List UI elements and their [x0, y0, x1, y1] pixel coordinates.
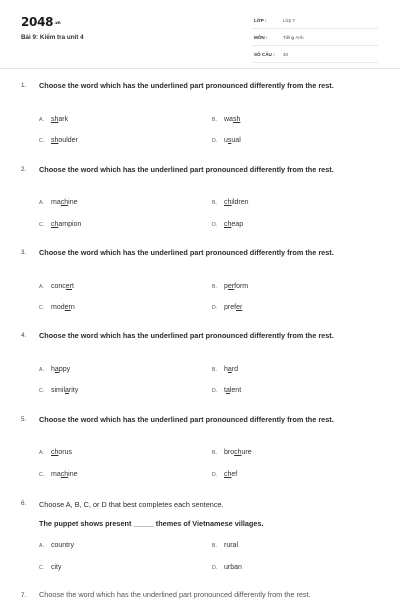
question-text: Choose the word which has the underlined part pronounced differently from the rest. — [39, 165, 334, 174]
question-number: 1. — [21, 82, 27, 89]
question-sentence: The puppet shows present _____ themes of Vietnamese villages. — [39, 519, 264, 528]
option-c[interactable]: C. machine — [39, 471, 78, 478]
worksheet-header — [0, 0, 400, 66]
option-c[interactable]: C. modern — [39, 304, 75, 311]
question-text: Choose the word which has the underlined part pronounced differently from the rest. — [39, 248, 334, 257]
question-text: Choose the word which has the underlined part pronounced differently from the rest. — [39, 331, 334, 340]
option-d[interactable]: D. cheap — [212, 221, 244, 228]
question-text: Choose the word which has the underlined part pronounced differently from the rest. — [39, 415, 334, 424]
option-d[interactable]: D. usual — [212, 137, 241, 144]
option-b[interactable]: B. brochure — [212, 449, 252, 456]
meta-label: LỚP : — [254, 18, 267, 23]
option-d[interactable]: D. chef — [212, 471, 238, 478]
option-d[interactable]: D. prefer — [212, 304, 243, 311]
meta-class-row — [252, 12, 378, 29]
option-a[interactable]: A. machine — [39, 199, 78, 206]
option-a[interactable]: A. shark — [39, 116, 69, 123]
option-b[interactable]: B. rural — [212, 542, 239, 549]
question-text: Choose A, B, C, or D that best completes each sentence. — [39, 500, 224, 509]
header-divider — [0, 68, 400, 69]
option-d[interactable]: D. talent — [212, 387, 242, 394]
option-c[interactable]: C. city — [39, 564, 62, 571]
option-a[interactable]: A. concert — [39, 283, 74, 290]
meta-subject-row — [252, 29, 378, 46]
option-b[interactable]: B. wash — [212, 116, 241, 123]
meta-label: SỐ CÂU : — [254, 52, 275, 57]
option-d[interactable]: D. urban — [212, 564, 242, 571]
question-number: 4. — [21, 332, 27, 339]
meta-count-row — [252, 46, 378, 63]
meta-value: Tiếng Anh — [283, 35, 304, 40]
option-a[interactable]: A. country — [39, 542, 74, 549]
option-b[interactable]: B. perform — [212, 283, 249, 290]
lesson-title: Bài 9: Kiểm tra unit 4 — [21, 34, 84, 41]
option-b[interactable]: B. hard — [212, 366, 239, 373]
meta-value: 40 — [283, 52, 289, 57]
question-text: Choose the word which has the underlined part pronounced differently from the rest. — [39, 590, 311, 599]
meta-label: MÔN : — [254, 35, 268, 40]
question-number: 7. — [21, 592, 27, 599]
question-text: Choose the word which has the underlined part pronounced differently from the rest. — [39, 81, 334, 90]
question-number: 6. — [21, 500, 27, 507]
option-b[interactable]: B. children — [212, 199, 249, 206]
option-a[interactable]: A. chorus — [39, 449, 73, 456]
question-number: 3. — [21, 249, 27, 256]
option-a[interactable]: A. happy — [39, 366, 71, 373]
option-c[interactable]: C. similarity — [39, 387, 79, 394]
meta-value: Lớp 7 — [283, 18, 295, 23]
question-number: 2. — [21, 166, 27, 173]
question-number: 5. — [21, 416, 27, 423]
option-c[interactable]: C. champion — [39, 221, 82, 228]
site-logo[interactable]: 2048.vn — [21, 15, 61, 29]
question-7 — [0, 589, 400, 600]
option-c[interactable]: C. shoulder — [39, 137, 78, 144]
